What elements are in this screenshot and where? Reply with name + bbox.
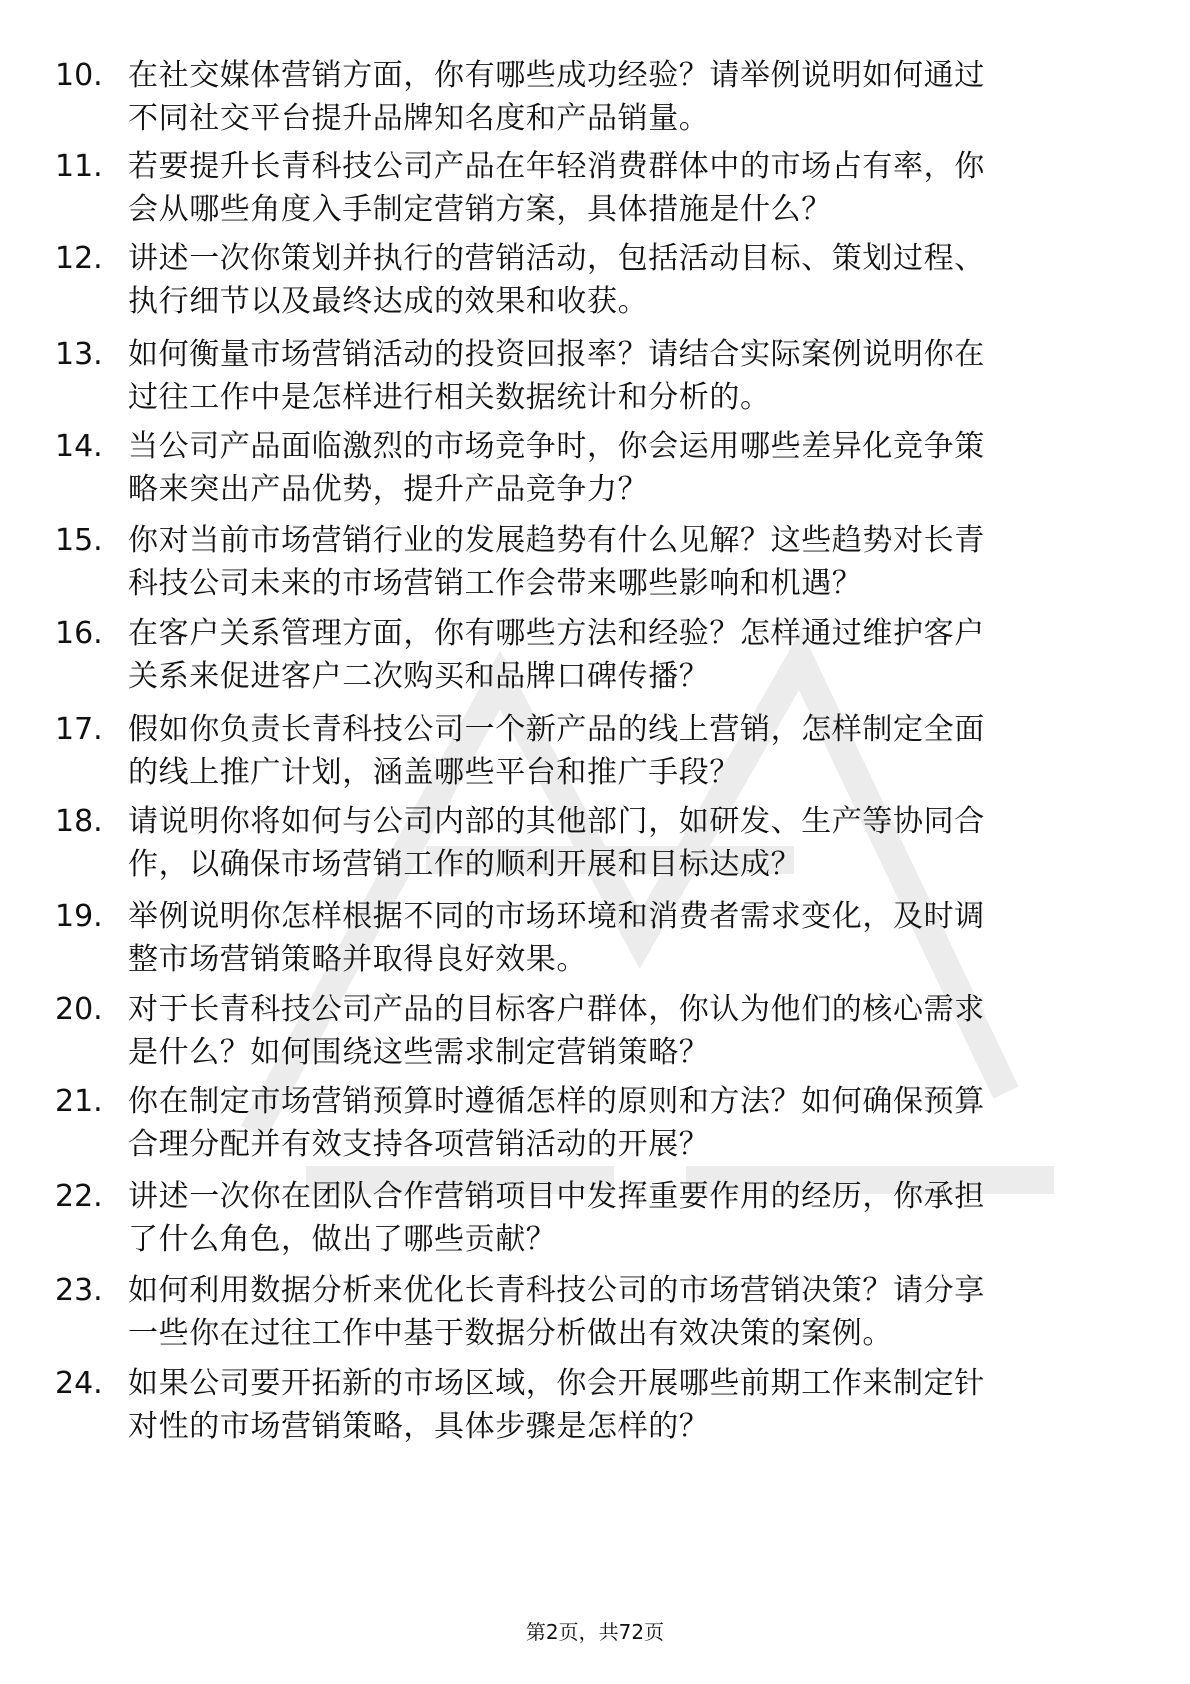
question-item: [0, 800, 1190, 900]
question-text: 在客户关系管理方面，你有哪些方法和经验？怎样通过维护客户 关系来促进客户二次购买和品牌口碑传播？: [128, 616, 985, 694]
question-text: 如果公司要开拓新的市场区域，你会开展哪些前期工作来制定针 对性的市场营销策略，具体步骤是怎样的？: [128, 1366, 985, 1444]
question-text: 你对当前市场营销行业的发展趋势有什么见解？这些趋势对长青 科技公司未来的市场营销工作会带来哪些影响和机遇？: [128, 523, 985, 601]
question-number: 17.: [55, 712, 103, 747]
question-text: 讲述一次你策划并执行的营销活动，包括活动目标、策划过程、 执行细节以及最终达成的效果和收获。: [128, 241, 985, 319]
question-number: 11.: [55, 149, 103, 184]
question-text: 在社交媒体营销方面，你有哪些成功经验？请举例说明如何通过 不同社交平台提升品牌知名度和产品销量。: [128, 58, 985, 136]
question-item: [0, 519, 1190, 619]
question-number: 21.: [55, 1084, 103, 1119]
question-number: 18.: [55, 804, 103, 839]
question-text: 对于长青科技公司产品的目标客户群体，你认为他们的核心需求 是什么？如何围绕这些需求制定营销策略？: [128, 992, 985, 1070]
question-text: 如何衡量市场营销活动的投资回报率？请结合实际案例说明你在 过往工作中是怎样进行相关数据统计和分析的。: [128, 337, 985, 415]
question-text: 你在制定市场营销预算时遵循怎样的原则和方法？如何确保预算 合理分配并有效支持各项营销活动的开展？: [128, 1084, 985, 1162]
question-item: [0, 1080, 1190, 1180]
question-item: [0, 1175, 1190, 1275]
question-text: 当公司产品面临激烈的市场竞争时，你会运用哪些差异化竞争策 略来突出产品优势，提升产品竞争力？: [128, 429, 985, 507]
question-text: 请说明你将如何与公司内部的其他部门，如研发、生产等协同合 作，以确保市场营销工作的顺利开展和目标达成？: [128, 804, 985, 882]
question-item: [0, 333, 1190, 433]
question-number: 14.: [55, 429, 103, 464]
question-text: 如何利用数据分析来优化长青科技公司的市场营销决策？请分享 一些你在过往工作中基于数据分析做出有效决策的案例。: [128, 1273, 985, 1351]
question-item: [0, 708, 1190, 808]
question-item: [0, 237, 1190, 337]
question-item: [0, 425, 1190, 525]
question-number: 12.: [55, 241, 103, 276]
question-number: 15.: [55, 523, 103, 558]
question-item: [0, 988, 1190, 1088]
question-item: [0, 145, 1190, 245]
question-number: 10.: [55, 58, 103, 93]
question-number: 22.: [55, 1179, 103, 1214]
question-text: 讲述一次你在团队合作营销项目中发挥重要作用的经历，你承担 了什么角色，做出了哪些贡献？: [128, 1179, 985, 1257]
question-number: 16.: [55, 616, 103, 651]
question-text: 举例说明你怎样根据不同的市场环境和消费者需求变化，及时调 整市场营销策略并取得良好效果。: [128, 899, 985, 977]
question-item: [0, 1362, 1190, 1462]
page-footer: [0, 1618, 1190, 1646]
question-item: [0, 54, 1190, 154]
page-number-label: 第2页，共72页: [525, 1620, 665, 1644]
question-number: 20.: [55, 992, 103, 1027]
question-number: 24.: [55, 1366, 103, 1401]
question-item: [0, 1269, 1190, 1369]
question-number: 13.: [55, 337, 103, 372]
question-item: [0, 895, 1190, 995]
question-item: [0, 612, 1190, 712]
question-text: 假如你负责长青科技公司一个新产品的线上营销，怎样制定全面 的线上推广计划，涵盖哪些平台和推广手段？: [128, 712, 985, 790]
question-text: 若要提升长青科技公司产品在年轻消费群体中的市场占有率，你 会从哪些角度入手制定营销方案，具体措施是什么？: [128, 149, 985, 227]
question-number: 19.: [55, 899, 103, 934]
question-number: 23.: [55, 1273, 103, 1308]
